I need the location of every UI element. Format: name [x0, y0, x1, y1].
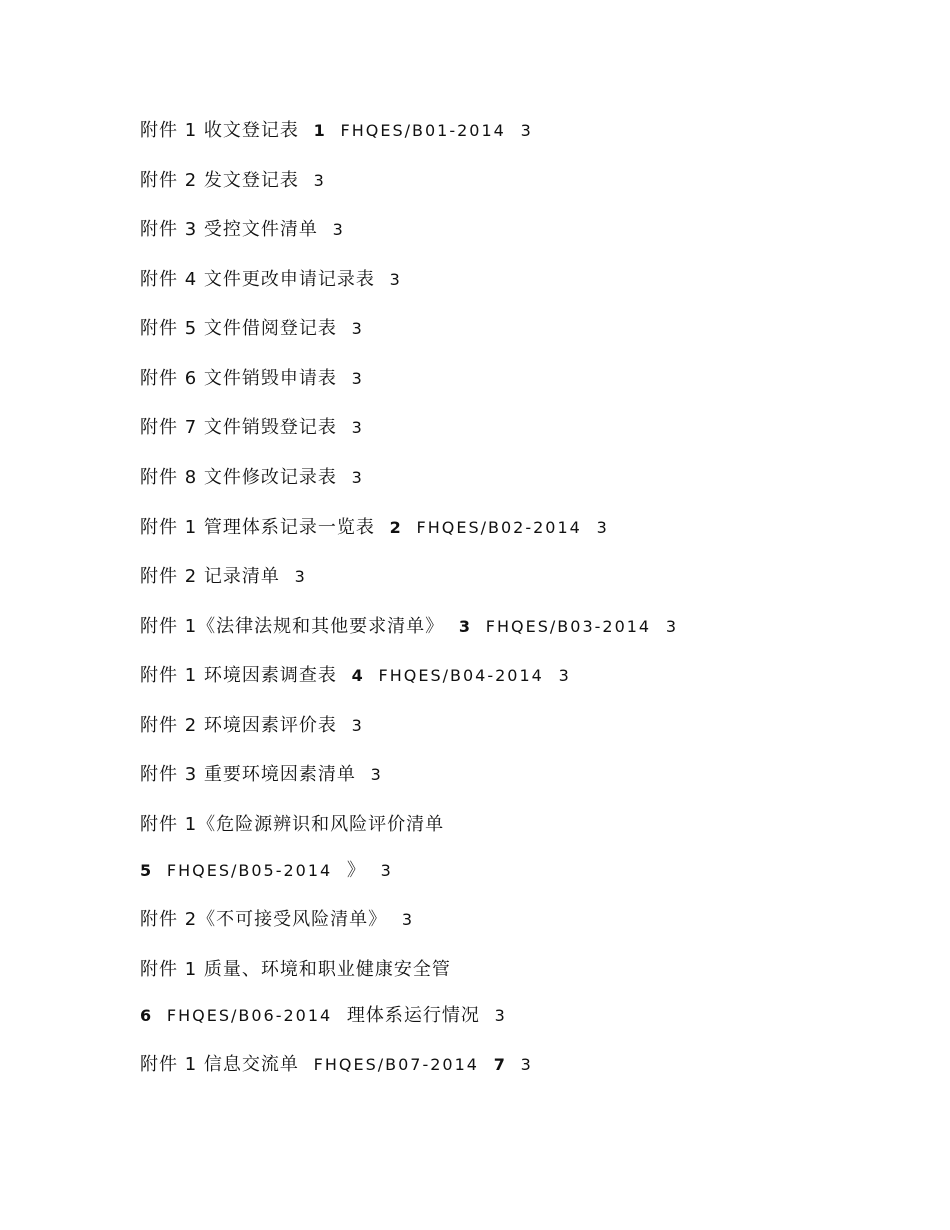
entry-label: 附件 1 收文登记表: [140, 120, 299, 141]
entry-section-number: 3: [458, 617, 472, 636]
entry-label: 附件 2 环境因素评价表: [140, 715, 337, 736]
entry-label-tail: 》: [346, 860, 366, 881]
entry-label: 附件 1《危险源辨识和风险评价清单: [140, 814, 445, 835]
entry-code: FHQES/B05-2014: [166, 861, 333, 880]
toc-entry: [140, 269, 401, 291]
toc-entry: [140, 665, 570, 687]
entry-code: FHQES/B03-2014: [485, 617, 652, 636]
entry-label: 附件 5 文件借阅登记表: [140, 318, 337, 339]
entry-page-number: 3: [380, 861, 392, 880]
entry-label: 附件 2 发文登记表: [140, 170, 299, 191]
entry-page-number: 3: [558, 666, 570, 685]
entry-label: 附件 3 受控文件清单: [140, 219, 318, 240]
entry-label: 附件 1 环境因素调查表: [140, 665, 337, 686]
entry-label: 附件 2 记录清单: [140, 566, 280, 587]
entry-code: FHQES/B02-2014: [416, 518, 582, 537]
entry-page-number: 3: [370, 765, 382, 784]
toc-entry: [140, 120, 532, 142]
entry-page-number: 3: [520, 121, 532, 140]
entry-section-number: 6: [140, 1006, 153, 1025]
entry-label: 附件 1 质量、环境和职业健康安全管: [140, 959, 451, 980]
entry-page-number: 3: [389, 270, 401, 289]
entry-label: 附件 6 文件销毁申请表: [140, 368, 337, 389]
entry-label: 附件 7 文件销毁登记表: [140, 417, 337, 438]
entry-label: 附件 1 管理体系记录一览表: [140, 517, 375, 538]
entry-label: 附件 3 重要环境因素清单: [140, 764, 356, 785]
entry-page-number: 3: [494, 1006, 506, 1025]
entry-page-number: 3: [351, 418, 363, 437]
entry-page-number: 3: [665, 617, 678, 636]
toc-entry: [140, 566, 306, 588]
entry-code: FHQES/B04-2014: [378, 666, 544, 685]
toc-entry: [140, 170, 325, 192]
toc-entry: [140, 417, 363, 439]
toc-entry: [140, 368, 363, 390]
entry-section-number: 4: [351, 666, 364, 685]
toc-entry: [140, 959, 451, 981]
entry-page-number: 3: [332, 220, 344, 239]
entry-label: 附件 1《法律法规和其他要求清单》: [140, 616, 445, 637]
entry-section-number: 1: [313, 121, 326, 140]
entry-code: FHQES/B06-2014: [166, 1006, 333, 1025]
entry-code: FHQES/B01-2014: [340, 121, 506, 140]
entry-page-number: 3: [596, 518, 608, 537]
toc-entry: [140, 764, 382, 786]
toc-entry: [140, 517, 608, 539]
entry-section-number: 2: [389, 518, 402, 537]
entry-label-tail: 理体系运行情况: [346, 1005, 480, 1026]
entry-label: 附件 4 文件更改申请记录表: [140, 269, 375, 290]
toc-entry: [140, 318, 363, 340]
entry-page-number: 3: [351, 319, 363, 338]
entry-page-number: 3: [351, 369, 363, 388]
toc-entry: [140, 219, 344, 241]
entry-page-number: 3: [351, 716, 363, 735]
toc-entry: [140, 616, 677, 638]
entry-page-number: 3: [294, 567, 306, 586]
entry-code: FHQES/B07-2014: [313, 1055, 479, 1074]
toc-entry: [140, 1054, 532, 1076]
toc-entry: [140, 467, 363, 489]
entry-section-number: 7: [493, 1055, 506, 1074]
entry-section-number: 5: [140, 861, 153, 880]
entry-label: 附件 1 信息交流单: [140, 1054, 299, 1075]
entry-label: 附件 8 文件修改记录表: [140, 467, 337, 488]
toc-entry: [140, 715, 363, 737]
toc-entry-continuation: [140, 860, 392, 882]
entry-page-number: 3: [313, 171, 325, 190]
toc-entry: [140, 814, 444, 836]
entry-page-number: 3: [401, 910, 414, 929]
entry-label: 附件 2《不可接受风险清单》: [140, 909, 388, 930]
toc-entry: [140, 909, 413, 931]
entry-page-number: 3: [351, 468, 363, 487]
toc-entry-continuation: [140, 1005, 506, 1027]
entry-page-number: 3: [520, 1055, 532, 1074]
